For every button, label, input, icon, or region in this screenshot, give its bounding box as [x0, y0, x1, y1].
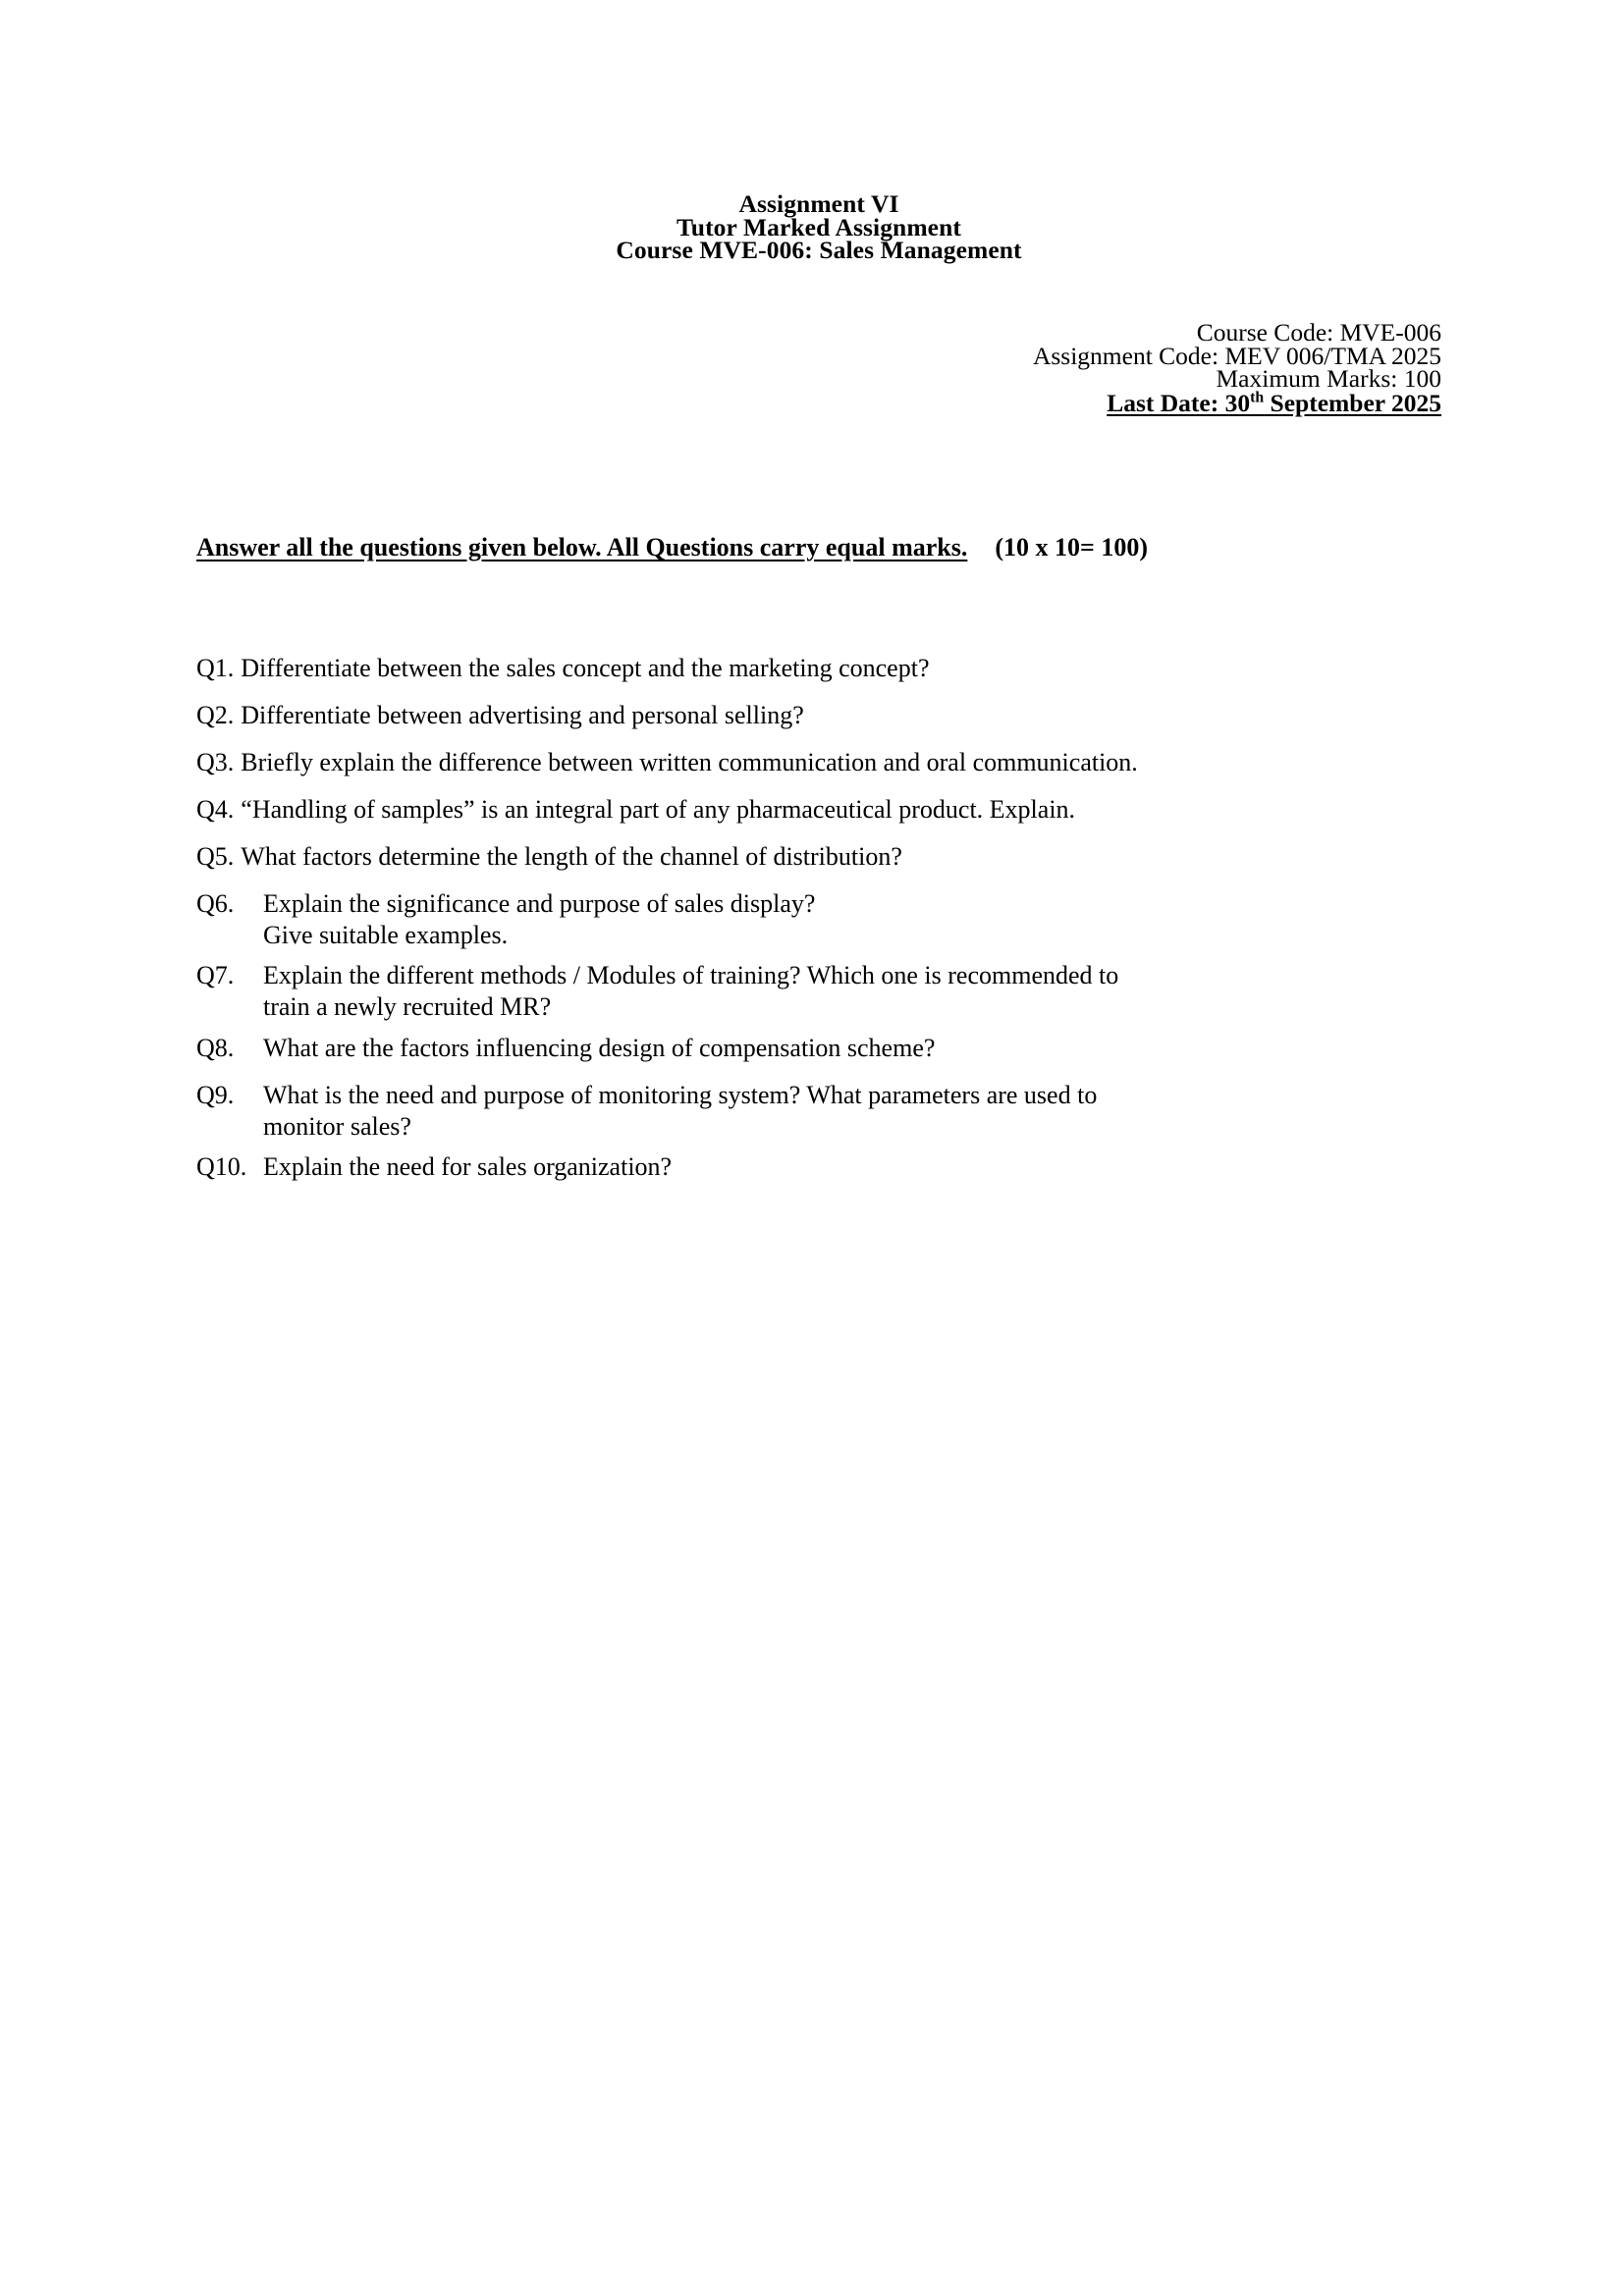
question-line: Briefly explain the difference between written communication and oral communication.	[241, 748, 1138, 776]
question-line: monitor sales?	[263, 1112, 411, 1141]
question-body	[241, 656, 1441, 681]
question-body	[263, 1036, 1441, 1061]
question-body	[241, 703, 1441, 728]
question-body	[241, 750, 1441, 775]
question-line: Differentiate between advertising and personal selling?	[241, 701, 804, 729]
question-label: Q4.	[196, 795, 235, 824]
question-item	[196, 797, 1441, 823]
question-item	[196, 703, 1441, 728]
assignment-code: Assignment Code: MEV 006/TMA 2025	[1032, 341, 1441, 370]
question-item	[196, 656, 1441, 681]
question-item	[196, 844, 1441, 870]
question-label: Q3.	[196, 748, 235, 776]
question-body	[263, 1083, 1441, 1140]
question-line: Explain the different methods / Modules of training? Which one is recommended to	[263, 961, 1119, 989]
question-line: Differentiate between the sales concept and the marketing concept?	[241, 654, 930, 682]
question-body	[263, 891, 1441, 948]
last-date	[196, 389, 1441, 418]
question-item	[196, 750, 1441, 775]
course-meta-block	[196, 318, 1441, 418]
question-label: Q10.	[196, 1152, 247, 1181]
header-title-assignment: Assignment VI	[738, 189, 899, 218]
question-item	[196, 891, 1441, 948]
question-line: What are the factors influencing design of compensation scheme?	[263, 1034, 936, 1062]
question-item	[196, 963, 1441, 1020]
question-label: Q7.	[196, 961, 235, 989]
question-body	[241, 797, 1441, 823]
question-line: Give suitable examples.	[263, 921, 509, 949]
question-label: Q9.	[196, 1081, 235, 1109]
question-label: Q8.	[196, 1034, 235, 1062]
question-line: What factors determine the length of the channel of distribution?	[241, 842, 902, 871]
header-title-course: Course MVE-006: Sales Management	[616, 236, 1022, 264]
question-label: Q1.	[196, 654, 235, 682]
question-body	[241, 844, 1441, 870]
instruction-text: Answer all the questions given below. All Questions carry equal marks.	[196, 533, 968, 561]
question-body	[263, 963, 1441, 1020]
document-header	[196, 189, 1441, 264]
instruction-marks: (10 x 10= 100)	[995, 533, 1148, 561]
question-item	[196, 1154, 1441, 1180]
question-line: Explain the need for sales organization?	[263, 1152, 673, 1181]
question-line: Explain the significance and purpose of sales display?	[263, 889, 816, 918]
last-date-label: Last Date: 30	[1107, 389, 1251, 418]
question-label: Q6.	[196, 889, 235, 918]
question-item	[196, 1083, 1441, 1140]
course-code: Course Code: MVE-006	[1196, 318, 1441, 347]
last-date-ordinal-suffix: th	[1250, 389, 1265, 406]
maximum-marks: Maximum Marks: 100	[1216, 364, 1441, 394]
question-body	[263, 1154, 1441, 1180]
question-line: “Handling of samples” is an integral part of any pharmaceutical product. Explain.	[241, 795, 1076, 824]
question-line: What is the need and purpose of monitoring system? What parameters are used to	[263, 1081, 1098, 1109]
question-item	[196, 1036, 1441, 1061]
question-label: Q2.	[196, 701, 235, 729]
instruction-line	[196, 533, 1463, 562]
header-title-tutor-marked: Tutor Marked Assignment	[677, 212, 961, 241]
question-label: Q5.	[196, 842, 235, 871]
last-date-rest: September 2025	[1264, 389, 1441, 418]
question-line: train a newly recruited MR?	[263, 992, 552, 1021]
